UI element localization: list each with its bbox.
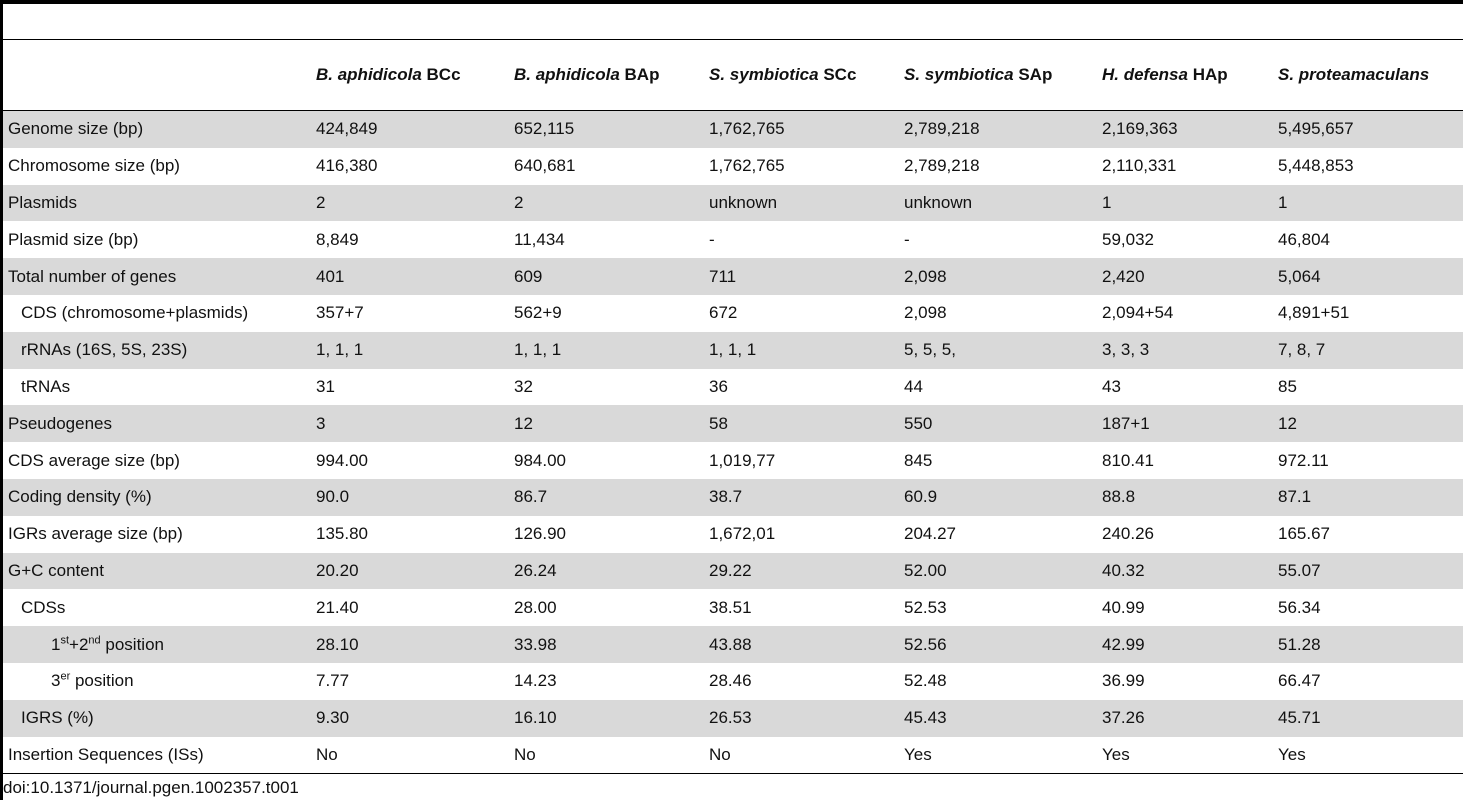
row-label: Insertion Sequences (ISs) — [3, 737, 311, 774]
table-cell: 424,849 — [311, 111, 509, 148]
table-row — [3, 332, 1463, 369]
row-label: CDS (chromosome+plasmids) — [21, 303, 249, 323]
table-cell: 1 — [1097, 185, 1273, 222]
table-cell: 2,789,218 — [899, 111, 1097, 148]
table-row — [3, 626, 1463, 663]
row-label: Plasmid size (bp) — [8, 229, 139, 249]
table-row — [3, 221, 1463, 258]
table-row — [3, 258, 1463, 295]
table-row — [3, 111, 1463, 148]
table-cell: 16.10 — [509, 700, 704, 737]
row-label: rRNAs (16S, 5S, 23S) — [3, 332, 311, 369]
genome-features-table — [3, 40, 1463, 774]
table-cell: 1,672,01 — [709, 524, 776, 544]
table-cell: No — [509, 737, 704, 774]
row-label: IGRS (%) — [3, 700, 311, 737]
table-cell: 810.41 — [1102, 450, 1154, 470]
column-header: B. aphidicola BAp — [509, 40, 704, 111]
table-cell: 550 — [899, 405, 1097, 442]
table-row — [3, 369, 1463, 406]
table-cell: 204.27 — [904, 524, 956, 544]
row-label: G+C content — [3, 553, 311, 590]
table-cell: 32 — [514, 376, 533, 396]
table-cell: 31 — [316, 376, 335, 396]
table-cell: 58 — [704, 405, 899, 442]
table-cell: 7, 8, 7 — [1273, 332, 1463, 369]
table-row — [3, 700, 1463, 737]
column-header: B. aphidicola BCc — [311, 40, 509, 111]
column-header: S. symbiotica SCc — [704, 40, 899, 111]
table-cell: No — [311, 737, 509, 774]
table-cell: 28.46 — [709, 671, 752, 691]
table-cell: - — [709, 229, 715, 249]
table-cell: 5,448,853 — [1278, 156, 1354, 176]
row-label: Plasmids — [3, 185, 311, 222]
row-label: 1st+2nd position — [3, 626, 311, 663]
row-label: CDS average size (bp) — [8, 450, 180, 470]
table-cell: 972.11 — [1278, 450, 1329, 470]
table-row — [3, 148, 1463, 185]
table-cell: 56.34 — [1278, 597, 1321, 617]
row-label: 3er position — [51, 670, 134, 691]
table-cell: 240.26 — [1102, 524, 1154, 544]
column-header: S. symbiotica SAp — [899, 40, 1097, 111]
table-cell: 38.51 — [709, 597, 752, 617]
table-row — [3, 589, 1463, 626]
table-cell: 20.20 — [311, 553, 509, 590]
table-cell: 984.00 — [514, 450, 566, 470]
table-cell: 12 — [509, 405, 704, 442]
table-cell: 640,681 — [514, 156, 576, 176]
table-cell: 994.00 — [316, 450, 368, 470]
table-cell: 12 — [1273, 405, 1463, 442]
row-label: CDSs — [21, 597, 66, 617]
row-label: Total number of genes — [3, 258, 311, 295]
table-cell: 38.7 — [704, 479, 899, 516]
table-cell: 3, 3, 3 — [1097, 332, 1273, 369]
doi-caption: doi:10.1371/journal.pgen.1002357.t001 — [3, 778, 299, 797]
table-cell: 88.8 — [1097, 479, 1273, 516]
table-cell: 90.0 — [311, 479, 509, 516]
table-cell: 60.9 — [899, 479, 1097, 516]
table-cell: 1 — [1273, 185, 1463, 222]
table-cell: 52.56 — [899, 626, 1097, 663]
table-cell: 401 — [311, 258, 509, 295]
table-row — [3, 185, 1463, 222]
table-row — [3, 516, 1463, 553]
table-cell: 21.40 — [316, 597, 359, 617]
table-cell: 711 — [704, 258, 899, 295]
table-cell: 26.53 — [704, 700, 899, 737]
table-cell: 33.98 — [509, 626, 704, 663]
table-header-row — [3, 40, 1463, 111]
table-cell: 672 — [709, 303, 738, 323]
table-cell: 2,098 — [904, 303, 947, 323]
table-cell: Yes — [1097, 737, 1273, 774]
table-cell: 1,019,77 — [709, 450, 776, 470]
table-row — [3, 405, 1463, 442]
table-cell: 42.99 — [1097, 626, 1273, 663]
table-cell: 845 — [904, 450, 933, 470]
table-row — [3, 663, 1463, 700]
table-cell: 85 — [1278, 376, 1297, 396]
table-cell: 45.43 — [899, 700, 1097, 737]
row-label: Coding density (%) — [3, 479, 311, 516]
row-label: Genome size (bp) — [3, 111, 311, 148]
table-cell: unknown — [899, 185, 1097, 222]
table-cell: 416,380 — [316, 156, 378, 176]
row-label: Chromosome size (bp) — [8, 156, 180, 176]
table-cell: 45.71 — [1273, 700, 1463, 737]
table-cell: 5,064 — [1273, 258, 1463, 295]
table-row — [3, 737, 1463, 774]
table-cell: 126.90 — [514, 524, 566, 544]
table-cell: 2 — [311, 185, 509, 222]
table-cell: 2,094+54 — [1102, 303, 1174, 323]
table-cell: 609 — [509, 258, 704, 295]
table-cell: 5, 5, 5, — [899, 332, 1097, 369]
table-cell: 1,762,765 — [709, 156, 785, 176]
table-cell: 562+9 — [514, 303, 562, 323]
table-cell: 2,110,331 — [1102, 156, 1177, 176]
table-cell: 66.47 — [1278, 671, 1321, 691]
table-cell: 357+7 — [316, 303, 364, 323]
table-cell: 59,032 — [1102, 229, 1154, 249]
table-cell: 46,804 — [1278, 229, 1330, 249]
table-cell: - — [904, 229, 910, 249]
table-cell: unknown — [704, 185, 899, 222]
table-cell: 52.00 — [899, 553, 1097, 590]
row-label: IGRs average size (bp) — [8, 524, 183, 544]
table-cell: 1, 1, 1 — [704, 332, 899, 369]
table-cell: 55.07 — [1273, 553, 1463, 590]
table-cell: 52.53 — [904, 597, 947, 617]
table-cell: 51.28 — [1273, 626, 1463, 663]
table-row — [3, 442, 1463, 479]
row-label: Pseudogenes — [3, 405, 311, 442]
table-cell: 29.22 — [704, 553, 899, 590]
table-cell: 5,495,657 — [1273, 111, 1463, 148]
table-cell: 2 — [509, 185, 704, 222]
top-rule — [0, 0, 1463, 4]
table-row — [3, 553, 1463, 590]
table-cell: 652,115 — [509, 111, 704, 148]
header-row-label — [3, 40, 311, 111]
table-cell: Yes — [1273, 737, 1463, 774]
table-cell: 135.80 — [316, 524, 368, 544]
table-cell: 43.88 — [704, 626, 899, 663]
table-cell: 28.10 — [311, 626, 509, 663]
table-cell: 37.26 — [1097, 700, 1273, 737]
row-label: tRNAs — [21, 376, 71, 396]
table-cell: 3 — [311, 405, 509, 442]
table-cell: 1, 1, 1 — [311, 332, 509, 369]
table-cell: 36.99 — [1102, 671, 1145, 691]
table-cell: 2,098 — [899, 258, 1097, 295]
table-cell: 7.77 — [316, 671, 350, 691]
column-header: H. defensa HAp — [1097, 40, 1273, 111]
column-header: S. proteamaculans — [1273, 40, 1463, 111]
table-cell: 26.24 — [509, 553, 704, 590]
table-cell: 1,762,765 — [704, 111, 899, 148]
table-cell: Yes — [899, 737, 1097, 774]
table-cell: 11,434 — [514, 229, 565, 249]
table-body — [3, 111, 1463, 774]
table-row — [3, 295, 1463, 332]
table-cell: 4,891+51 — [1278, 303, 1350, 323]
table-cell: 2,169,363 — [1097, 111, 1273, 148]
table-cell: 8,849 — [316, 229, 359, 249]
table-cell: No — [704, 737, 899, 774]
table-cell: 14.23 — [514, 671, 557, 691]
table-row — [3, 479, 1463, 516]
table-cell: 9.30 — [311, 700, 509, 737]
table-cell: 86.7 — [509, 479, 704, 516]
table-cell: 87.1 — [1273, 479, 1463, 516]
table-cell: 36 — [709, 376, 728, 396]
table-cell: 40.32 — [1097, 553, 1273, 590]
table-cell: 40.99 — [1102, 597, 1145, 617]
table-cell: 2,789,218 — [904, 156, 980, 176]
table-cell: 28.00 — [514, 597, 557, 617]
table-cell: 187+1 — [1097, 405, 1273, 442]
table-cell: 2,420 — [1097, 258, 1273, 295]
table-cell: 165.67 — [1278, 524, 1330, 544]
table-cell: 1, 1, 1 — [509, 332, 704, 369]
table-cell: 52.48 — [904, 671, 947, 691]
table-cell: 43 — [1102, 376, 1121, 396]
table-cell: 44 — [904, 376, 923, 396]
